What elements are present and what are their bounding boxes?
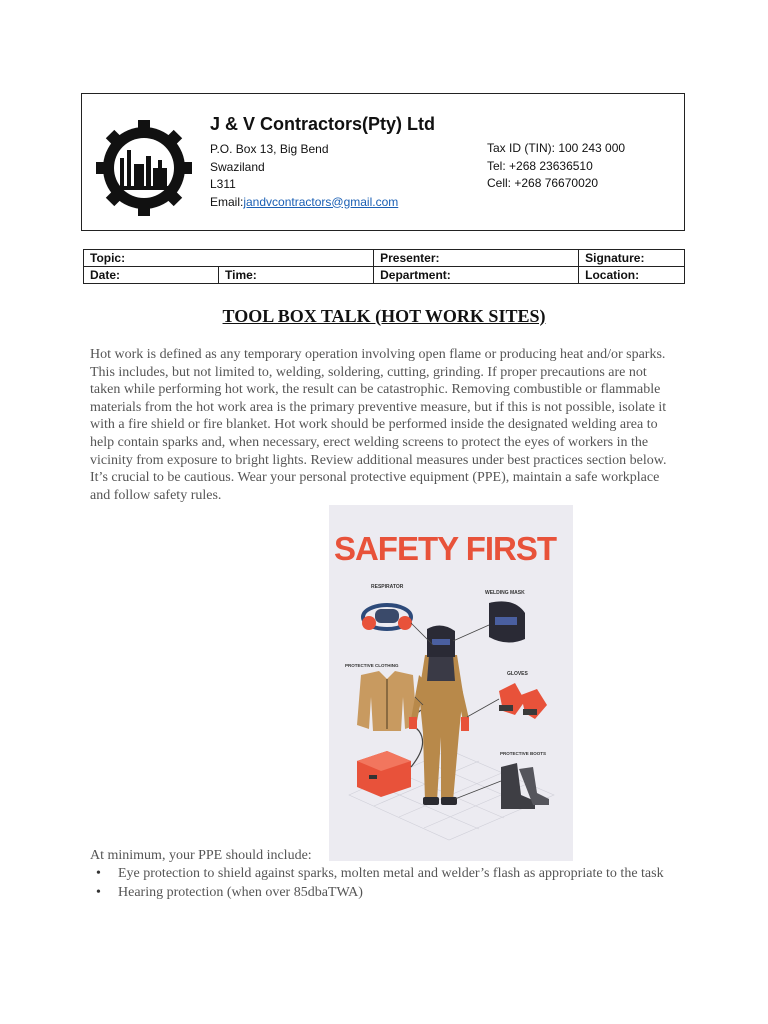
respirator-icon xyxy=(362,605,412,630)
location-cell[interactable]: Location: xyxy=(579,267,685,284)
tax-id: Tax ID (TIN): 100 243 000 xyxy=(487,141,626,155)
label-respirator: RESPIRATOR xyxy=(371,584,404,590)
address-line-3: L311 xyxy=(210,177,236,191)
table-row xyxy=(84,267,685,284)
ppe-intro: At minimum, your PPE should include: xyxy=(90,848,312,863)
list-item xyxy=(90,865,680,883)
email-row xyxy=(210,194,398,212)
ppe-list xyxy=(90,865,680,902)
label-gloves: GLOVES xyxy=(507,671,528,677)
company-address xyxy=(210,141,398,211)
gloves-icon xyxy=(499,683,547,719)
label-protective-clothing: PROTECTIVE CLOTHING xyxy=(345,663,399,668)
topic-cell[interactable]: Topic: xyxy=(84,250,374,267)
company-logo xyxy=(96,120,192,216)
company-header xyxy=(81,93,685,231)
address-line-2: Swaziland xyxy=(210,159,265,174)
safety-first-poster xyxy=(329,505,573,861)
protective-clothing-icon xyxy=(357,671,417,731)
address-line-1: P.O. Box 13, Big Bend xyxy=(210,142,329,156)
company-name: J & V Contractors(Pty) Ltd xyxy=(210,114,436,134)
intro-paragraph: Hot work is defined as any temporary operation involving open flame or producing heat and/or sparks. This includes, but not limited to, welding, soldering, cutting, grinding. If proper precautions are not taken while performing hot work, the result can be catastrophic. Removing combustible or flammable materials from the hot work area is the primary preventive measure, but if this is not possible, isolate it with a fire shield or fire blanket. Hot work should be performed inside the designated welding area to help contain sparks and, when necessary, erect welding screens to protect the eyes of workers in the vicinity from exposure to bright lights. Review additional measures under best practices section below. It’s crucial to be cautious. Wear your personal protective equipment (PPE), maintain a safe workplace and follow safety rules. xyxy=(90,347,667,503)
time-cell[interactable]: Time: xyxy=(219,267,374,284)
signature-cell[interactable]: Signature: xyxy=(579,250,685,267)
cellphone: Cell: +268 76670020 xyxy=(487,176,599,190)
page-title: TOOL BOX TALK (HOT WORK SITES) xyxy=(222,306,546,326)
welding-mask-icon xyxy=(489,601,525,642)
meeting-info-table xyxy=(83,249,685,284)
list-item-text: Hearing protection (when over 85dbaTWA) xyxy=(118,884,363,900)
bullet-icon: • xyxy=(96,884,101,900)
presenter-cell[interactable]: Presenter: xyxy=(374,250,579,267)
email-label: Email: xyxy=(210,194,244,209)
date-cell[interactable]: Date: xyxy=(84,267,219,284)
protective-boots-icon xyxy=(501,763,549,809)
label-protective-boots: PROTECTIVE BOOTS xyxy=(500,751,547,756)
telephone: Tel: +268 23636510 xyxy=(487,158,593,173)
list-item xyxy=(90,884,680,902)
email-link[interactable]: jandvcontractors@gmail.com xyxy=(243,194,399,209)
list-item-text: Eye protection to shield against sparks, molten metal and welder’s flash as appropriate to the task xyxy=(118,866,664,881)
label-welding-mask: WELDING MASK xyxy=(485,590,525,596)
table-row xyxy=(84,250,685,267)
department-cell[interactable]: Department: xyxy=(374,267,579,284)
poster-headline: SAFETY FIRST xyxy=(333,530,557,567)
welding-machine-icon xyxy=(357,751,411,797)
company-contact xyxy=(487,140,625,193)
bullet-icon: • xyxy=(96,866,101,881)
